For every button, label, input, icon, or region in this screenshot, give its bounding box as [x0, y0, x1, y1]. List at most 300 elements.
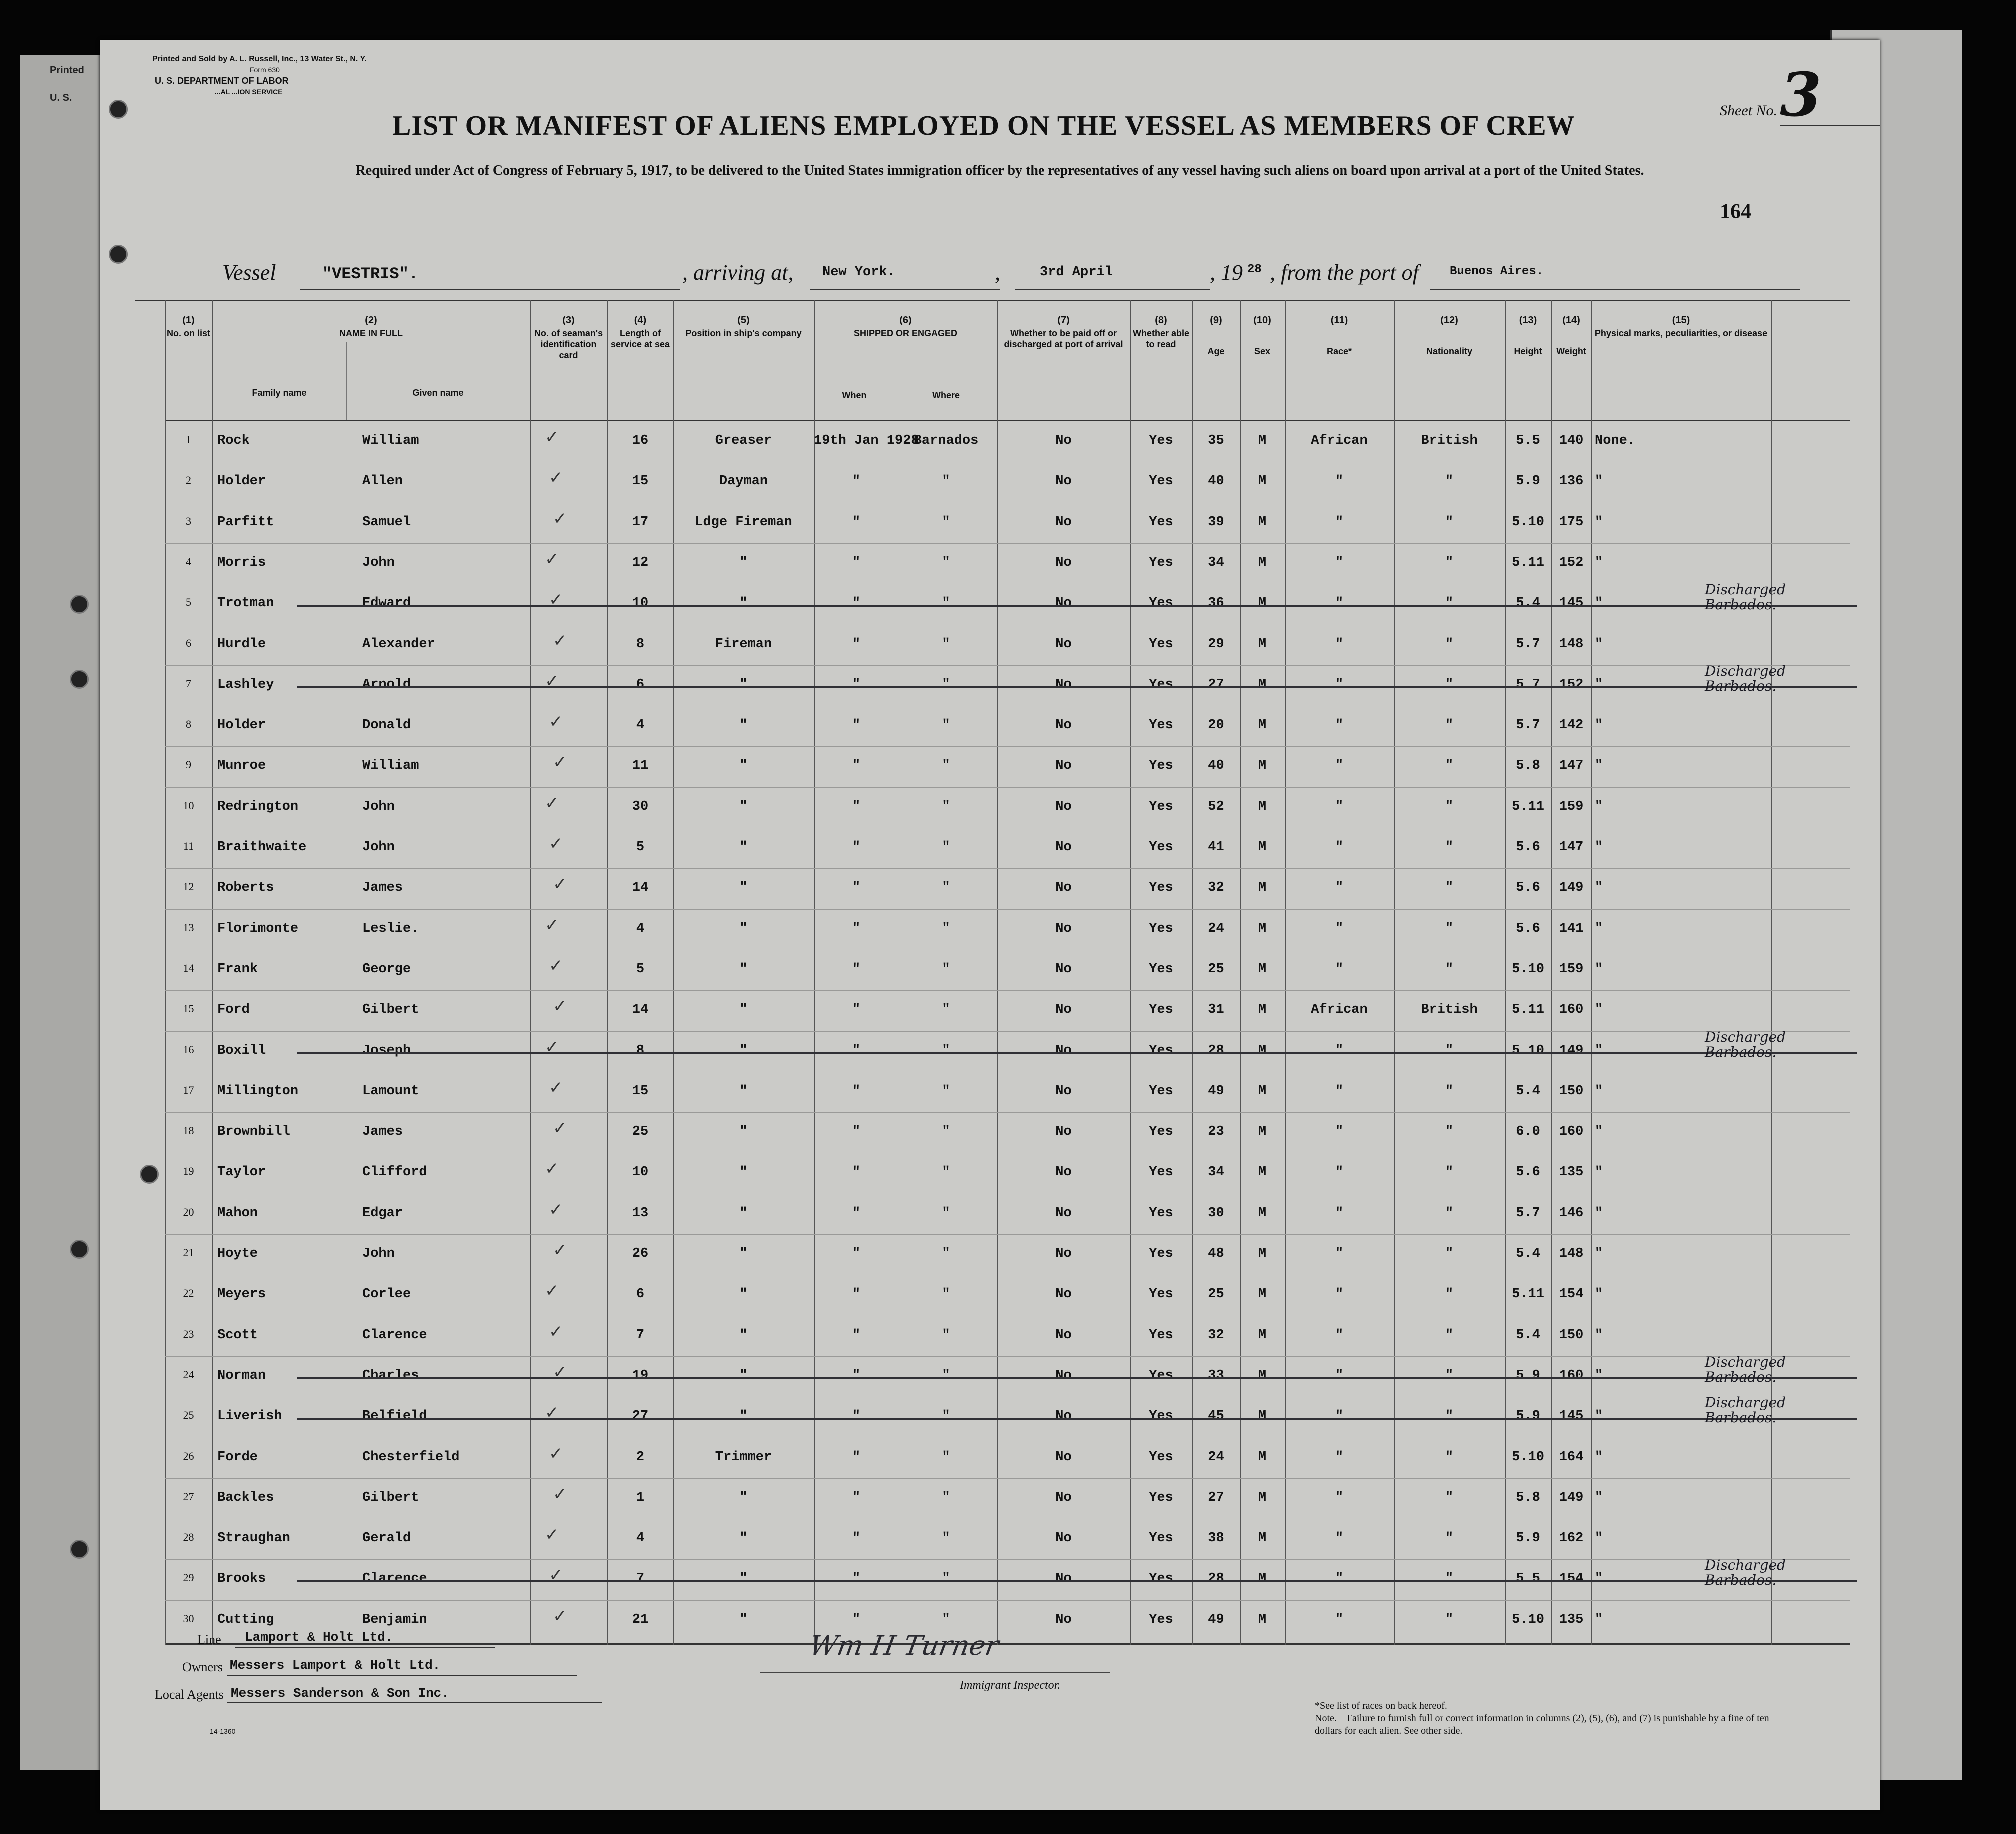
- inspector-label: Immigrant Inspector.: [960, 1679, 1061, 1692]
- cell-height: 5.6: [1516, 921, 1540, 936]
- cell-family: Ford: [217, 1002, 250, 1018]
- check-mark-icon: ✓: [549, 468, 563, 488]
- handwritten-note: Discharged Barbados.: [1705, 662, 1786, 694]
- cell-weight: 175: [1559, 514, 1584, 530]
- cell-marks: ": [1595, 1531, 1603, 1546]
- cell-sex: M: [1258, 1083, 1267, 1099]
- binder-hole: [70, 595, 89, 614]
- cell-height: 5.11: [1512, 1002, 1544, 1018]
- form-code: 14-1360: [210, 1727, 236, 1735]
- cell-family: Trotman: [217, 596, 274, 611]
- cell-where: ": [942, 1043, 950, 1058]
- cell-nationality: ": [1445, 1449, 1454, 1465]
- cell-age: 27: [1208, 677, 1224, 692]
- sheet-label: Sheet No.: [1720, 102, 1777, 119]
- cell-sex: M: [1258, 636, 1267, 652]
- cell-read: Yes: [1149, 1571, 1173, 1587]
- cell-age: 41: [1208, 840, 1224, 855]
- cell-position: ": [739, 1165, 748, 1180]
- cell-weight: 159: [1559, 799, 1584, 814]
- cell-read: Yes: [1149, 840, 1173, 855]
- cell-when: ": [852, 514, 861, 530]
- cell-no: 30: [183, 1612, 194, 1625]
- row-rule: [165, 787, 1850, 788]
- cell-when: ": [852, 718, 861, 733]
- cell-paid: No: [1055, 1002, 1072, 1018]
- cell-position: ": [739, 596, 748, 611]
- cell-age: 30: [1208, 1205, 1224, 1221]
- cell-where: ": [942, 718, 950, 733]
- cell-when: ": [852, 1165, 861, 1180]
- cell-given: Chesterfield: [362, 1449, 460, 1465]
- cell-race: ": [1335, 1205, 1344, 1221]
- col-length-header: (4) Length of service at sea: [610, 315, 670, 349]
- cell-paid: No: [1055, 880, 1072, 896]
- cell-nationality: British: [1421, 1002, 1478, 1018]
- row-rule: [165, 1031, 1850, 1032]
- cell-race: ": [1335, 799, 1344, 814]
- cell-when: ": [852, 1327, 861, 1343]
- cell-when: ": [852, 1205, 861, 1221]
- col-read-header: (8) Whether able to read: [1132, 315, 1190, 349]
- cell-where: ": [942, 1531, 950, 1546]
- vessel-label: Vessel: [222, 260, 276, 285]
- col-idcard-header: (3) No. of seaman's identification card: [534, 315, 603, 360]
- cell-marks: ": [1595, 636, 1603, 652]
- cell-paid: No: [1055, 1205, 1072, 1221]
- races-note: *See list of races on back hereof.: [1315, 1700, 1447, 1711]
- handwritten-note: Discharged Barbados.: [1705, 1353, 1786, 1385]
- cell-family: Rock: [217, 433, 250, 448]
- cell-race: ": [1335, 961, 1344, 977]
- cell-sex: M: [1258, 1490, 1267, 1505]
- cell-position: ": [739, 677, 748, 692]
- cell-race: ": [1335, 514, 1344, 530]
- cell-age: 34: [1208, 555, 1224, 570]
- cell-paid: No: [1055, 555, 1072, 570]
- cell-length: 4: [636, 1531, 645, 1546]
- cell-age: 20: [1208, 718, 1224, 733]
- cell-when: ": [852, 636, 861, 652]
- cell-given: Donald: [362, 718, 411, 733]
- cell-position: ": [739, 1490, 748, 1505]
- cell-read: Yes: [1149, 1368, 1173, 1383]
- cell-given: Charles: [362, 1368, 419, 1383]
- cell-height: 5.8: [1516, 1490, 1540, 1505]
- strike-through-line: [297, 1580, 1857, 1582]
- cell-no: 17: [183, 1083, 194, 1096]
- cell-height: 5.6: [1516, 880, 1540, 896]
- cell-race: ": [1335, 880, 1344, 896]
- check-mark-icon: ✓: [545, 1525, 559, 1545]
- cell-no: 15: [183, 1002, 194, 1015]
- cell-race: ": [1335, 1124, 1344, 1140]
- col-no-header: (1) No. on list: [167, 315, 210, 338]
- requirement-text: Required under Act of Congress of February 5, 1917, to be delivered to the United States immigration officer by the representatives of any vessel having such aliens on board upon arrival at a port of the United States.: [355, 163, 1644, 178]
- cell-family: Holder: [217, 718, 266, 733]
- cell-age: 48: [1208, 1246, 1224, 1261]
- cell-age: 24: [1208, 921, 1224, 936]
- cell-race: ": [1335, 636, 1344, 652]
- binder-hole: [70, 1540, 89, 1559]
- cell-age: 40: [1208, 758, 1224, 774]
- binder-hole: [109, 100, 128, 119]
- cell-given: Belfield: [362, 1409, 427, 1424]
- service-name: ...AL ...ION SERVICE: [215, 88, 283, 96]
- cell-height: 5.4: [1516, 596, 1540, 611]
- check-mark-icon: ✓: [553, 1240, 567, 1260]
- cell-weight: 147: [1559, 840, 1584, 855]
- cell-no: 2: [186, 474, 191, 487]
- cell-family: Meyers: [217, 1287, 266, 1302]
- col-name-header: (2) NAME IN FULL: [339, 315, 403, 338]
- cell-height: 5.9: [1516, 1368, 1540, 1383]
- cell-family: Mahon: [217, 1205, 258, 1221]
- cell-race: African: [1311, 1002, 1368, 1018]
- cell-paid: No: [1055, 1490, 1072, 1505]
- cell-nationality: ": [1445, 1205, 1454, 1221]
- cell-read: Yes: [1149, 880, 1173, 896]
- cell-age: 45: [1208, 1409, 1224, 1424]
- cell-sex: M: [1258, 718, 1267, 733]
- cell-position: ": [739, 880, 748, 896]
- cell-family: Frank: [217, 961, 258, 977]
- cell-sex: M: [1258, 1246, 1267, 1261]
- check-mark-icon: ✓: [553, 1484, 567, 1504]
- cell-race: ": [1335, 1409, 1344, 1424]
- inspector-signature: Wm H Turner: [807, 1630, 1001, 1661]
- cell-given: John: [362, 799, 395, 814]
- cell-weight: 141: [1559, 921, 1584, 936]
- cell-paid: No: [1055, 1612, 1072, 1627]
- cell-position: Fireman: [715, 636, 772, 652]
- cell-where: ": [942, 1612, 950, 1627]
- cell-age: 32: [1208, 1327, 1224, 1343]
- cell-sex: M: [1258, 1368, 1267, 1383]
- cell-position: ": [739, 1205, 748, 1221]
- handwritten-note: Discharged Barbados.: [1705, 581, 1786, 613]
- col-family-header: Family name: [252, 388, 307, 398]
- cell-marks: ": [1595, 921, 1603, 936]
- cell-length: 11: [632, 758, 649, 774]
- cell-race: ": [1335, 1571, 1344, 1587]
- cell-race: ": [1335, 555, 1344, 570]
- cell-paid: No: [1055, 799, 1072, 814]
- cell-nationality: ": [1445, 636, 1454, 652]
- cell-no: 6: [186, 636, 191, 649]
- cell-nationality: ": [1445, 880, 1454, 896]
- cell-weight: 136: [1559, 474, 1584, 489]
- cell-given: John: [362, 840, 395, 855]
- check-mark-icon: ✓: [545, 1281, 559, 1301]
- cell-sex: M: [1258, 555, 1267, 570]
- cell-height: 5.4: [1516, 1083, 1540, 1099]
- cell-no: 21: [183, 1246, 194, 1259]
- cell-nationality: ": [1445, 677, 1454, 692]
- cell-race: ": [1335, 474, 1344, 489]
- row-rule: [165, 868, 1850, 869]
- cell-weight: 154: [1559, 1571, 1584, 1587]
- cell-family: Millington: [217, 1083, 299, 1099]
- cell-sex: M: [1258, 921, 1267, 936]
- cell-when: ": [852, 474, 861, 489]
- cell-weight: 152: [1559, 555, 1584, 570]
- cell-sex: M: [1258, 799, 1267, 814]
- cell-marks: ": [1595, 1246, 1603, 1261]
- cell-when: ": [852, 840, 861, 855]
- cell-when: ": [852, 921, 861, 936]
- cell-family: Straughan: [217, 1531, 290, 1546]
- cell-nationality: ": [1445, 1368, 1454, 1383]
- cell-position: ": [739, 1571, 748, 1587]
- cell-race: ": [1335, 1368, 1344, 1383]
- cell-age: 33: [1208, 1368, 1224, 1383]
- cell-height: 5.11: [1512, 555, 1544, 570]
- cell-marks: ": [1595, 1409, 1603, 1424]
- cell-nationality: ": [1445, 1083, 1454, 1099]
- date-underline: [1015, 289, 1210, 290]
- cell-no: 25: [183, 1409, 194, 1422]
- cell-nationality: ": [1445, 1571, 1454, 1587]
- cell-paid: No: [1055, 596, 1072, 611]
- arriving-underline: [810, 289, 1000, 290]
- cell-length: 6: [636, 1287, 645, 1302]
- cell-when: ": [852, 880, 861, 896]
- cell-position: ": [739, 1327, 748, 1343]
- cell-length: 1: [636, 1490, 645, 1505]
- cell-given: James: [362, 1124, 403, 1140]
- strike-through-line: [297, 1052, 1857, 1054]
- cell-nationality: ": [1445, 1165, 1454, 1180]
- arrival-date: 3rd April: [1040, 265, 1113, 280]
- check-mark-icon: ✓: [553, 508, 567, 529]
- year-prefix: 19: [1221, 260, 1243, 285]
- cell-age: 39: [1208, 514, 1224, 530]
- cell-length: 7: [636, 1571, 645, 1587]
- cell-height: 5.11: [1512, 1287, 1544, 1302]
- cell-height: 5.7: [1516, 718, 1540, 733]
- cell-sex: M: [1258, 1165, 1267, 1180]
- strike-through-line: [297, 605, 1857, 607]
- cell-family: Scott: [217, 1327, 258, 1343]
- arriving-port: New York.: [822, 265, 895, 280]
- cell-age: 49: [1208, 1083, 1224, 1099]
- check-mark-icon: ✓: [549, 1077, 563, 1098]
- cell-age: 49: [1208, 1612, 1224, 1627]
- cell-race: ": [1335, 1449, 1344, 1465]
- cell-sex: M: [1258, 474, 1267, 489]
- cell-read: Yes: [1149, 1612, 1173, 1627]
- cell-given: Edgar: [362, 1205, 403, 1221]
- cell-length: 5: [636, 961, 645, 977]
- cell-length: 2: [636, 1449, 645, 1465]
- cell-position: ": [739, 1612, 748, 1627]
- cell-no: 18: [183, 1124, 194, 1137]
- cell-when: ": [852, 677, 861, 692]
- cell-when: ": [852, 961, 861, 977]
- cell-height: 5.10: [1512, 961, 1544, 977]
- from-port-underline: [1430, 289, 1800, 290]
- vessel-underline: [300, 289, 680, 290]
- cell-race: African: [1311, 433, 1368, 448]
- cell-position: ": [739, 1368, 748, 1383]
- cell-where: ": [942, 880, 950, 896]
- cell-position: ": [739, 921, 748, 936]
- cell-weight: 159: [1559, 961, 1584, 977]
- strike-through-line: [297, 1418, 1857, 1420]
- cell-sex: M: [1258, 1002, 1267, 1018]
- cell-weight: 149: [1559, 1490, 1584, 1505]
- cell-given: Gilbert: [362, 1002, 419, 1018]
- cell-height: 5.7: [1516, 677, 1540, 692]
- cell-no: 20: [183, 1205, 194, 1218]
- cell-when: ": [852, 1409, 861, 1424]
- vessel-name: "VESTRIS".: [322, 265, 419, 283]
- cell-when: ": [852, 596, 861, 611]
- sheet-number-underline: [1780, 125, 1880, 126]
- form-number: Form 630: [250, 66, 280, 74]
- cell-length: 8: [636, 1043, 645, 1058]
- cell-read: Yes: [1149, 921, 1173, 936]
- cell-when: ": [852, 1612, 861, 1627]
- cell-paid: No: [1055, 1571, 1072, 1587]
- cell-weight: 135: [1559, 1165, 1584, 1180]
- cell-read: Yes: [1149, 474, 1173, 489]
- cell-when: ": [852, 1571, 861, 1587]
- cell-family: Liverish: [217, 1409, 282, 1424]
- page-number: 164: [1720, 200, 1751, 223]
- cell-family: Cutting: [217, 1612, 274, 1627]
- cell-paid: No: [1055, 433, 1072, 448]
- cell-marks: ": [1595, 961, 1603, 977]
- cell-nationality: British: [1421, 433, 1478, 448]
- cell-marks: ": [1595, 718, 1603, 733]
- cell-no: 24: [183, 1368, 194, 1381]
- cell-family: Hoyte: [217, 1246, 258, 1261]
- cell-nationality: ": [1445, 1043, 1454, 1058]
- cell-weight: 145: [1559, 596, 1584, 611]
- cell-height: 5.4: [1516, 1327, 1540, 1343]
- cell-age: 32: [1208, 880, 1224, 896]
- cell-length: 30: [632, 799, 649, 814]
- cell-when: ": [852, 1287, 861, 1302]
- strike-through-line: [297, 1377, 1857, 1379]
- cell-paid: No: [1055, 1165, 1072, 1180]
- cell-marks: ": [1595, 1490, 1603, 1505]
- cell-paid: No: [1055, 1327, 1072, 1343]
- cell-marks: ": [1595, 1083, 1603, 1099]
- cell-length: 15: [632, 1083, 649, 1099]
- check-mark-icon: ✓: [549, 955, 563, 976]
- owners-label: Owners: [182, 1660, 223, 1674]
- cell-age: 34: [1208, 1165, 1224, 1180]
- cell-sex: M: [1258, 1205, 1267, 1221]
- cell-height: 5.9: [1516, 1531, 1540, 1546]
- department-name: U. S. DEPARTMENT OF LABOR: [155, 76, 289, 86]
- row-rule: [165, 909, 1850, 910]
- cell-marks: ": [1595, 1287, 1603, 1302]
- cell-where: ": [942, 1368, 950, 1383]
- cell-race: ": [1335, 921, 1344, 936]
- cell-age: 27: [1208, 1490, 1224, 1505]
- cell-family: Brooks: [217, 1571, 266, 1587]
- cell-no: 3: [186, 514, 191, 527]
- cell-when: ": [852, 1246, 861, 1261]
- cell-given: William: [362, 758, 419, 774]
- cell-no: 8: [186, 718, 191, 731]
- cell-position: ": [739, 840, 748, 855]
- check-mark-icon: ✓: [553, 1118, 567, 1139]
- cell-family: Florimonte: [217, 921, 299, 936]
- cell-weight: 135: [1559, 1612, 1584, 1627]
- cell-marks: ": [1595, 514, 1603, 530]
- cell-nationality: ": [1445, 718, 1454, 733]
- cell-read: Yes: [1149, 514, 1173, 530]
- cell-marks: ": [1595, 1571, 1603, 1587]
- cell-marks: ": [1595, 1368, 1603, 1383]
- cell-sex: M: [1258, 1531, 1267, 1546]
- cell-no: 16: [183, 1043, 194, 1056]
- cell-no: 12: [183, 880, 194, 893]
- cell-family: Parfitt: [217, 514, 274, 530]
- cell-paid: No: [1055, 514, 1072, 530]
- cell-given: Clarence: [362, 1327, 427, 1343]
- row-rule: [165, 1600, 1850, 1601]
- cell-where: ": [942, 1409, 950, 1424]
- cell-where: ": [942, 840, 950, 855]
- cell-length: 10: [632, 596, 649, 611]
- cell-height: 5.8: [1516, 758, 1540, 774]
- col-when-header: When: [842, 390, 867, 400]
- cell-position: ": [739, 1002, 748, 1018]
- cell-length: 19: [632, 1368, 649, 1383]
- cell-position: ": [739, 1409, 748, 1424]
- check-mark-icon: ✓: [549, 834, 563, 854]
- cell-race: ": [1335, 677, 1344, 692]
- cell-nationality: ": [1445, 474, 1454, 489]
- cell-sex: M: [1258, 1287, 1267, 1302]
- handwritten-note: Discharged Barbados.: [1705, 1028, 1786, 1060]
- cell-position: ": [739, 555, 748, 570]
- cell-nationality: ": [1445, 799, 1454, 814]
- cell-when: ": [852, 1531, 861, 1546]
- check-mark-icon: ✓: [549, 1443, 563, 1464]
- cell-position: Greaser: [715, 433, 772, 448]
- cell-sex: M: [1258, 880, 1267, 896]
- cell-given: Alexander: [362, 636, 435, 652]
- cell-sex: M: [1258, 840, 1267, 855]
- check-mark-icon: ✓: [545, 1403, 559, 1423]
- cell-position: ": [739, 1083, 748, 1099]
- cell-no: 9: [186, 758, 191, 771]
- cell-no: 1: [186, 433, 191, 446]
- cell-given: George: [362, 961, 411, 977]
- cell-read: Yes: [1149, 1449, 1173, 1465]
- cell-given: Samuel: [362, 514, 411, 530]
- cell-paid: No: [1055, 921, 1072, 936]
- cell-read: Yes: [1149, 1083, 1173, 1099]
- cell-where: ": [942, 1287, 950, 1302]
- check-mark-icon: ✓: [545, 549, 559, 569]
- cell-no: 19: [183, 1165, 194, 1178]
- cell-where: ": [942, 758, 950, 774]
- line-value: Lamport & Holt Ltd.: [245, 1630, 393, 1645]
- cell-read: Yes: [1149, 555, 1173, 570]
- cell-marks: None.: [1595, 433, 1636, 448]
- cell-nationality: ": [1445, 1531, 1454, 1546]
- cell-when: ": [852, 1043, 861, 1058]
- cell-when: ": [852, 1124, 861, 1140]
